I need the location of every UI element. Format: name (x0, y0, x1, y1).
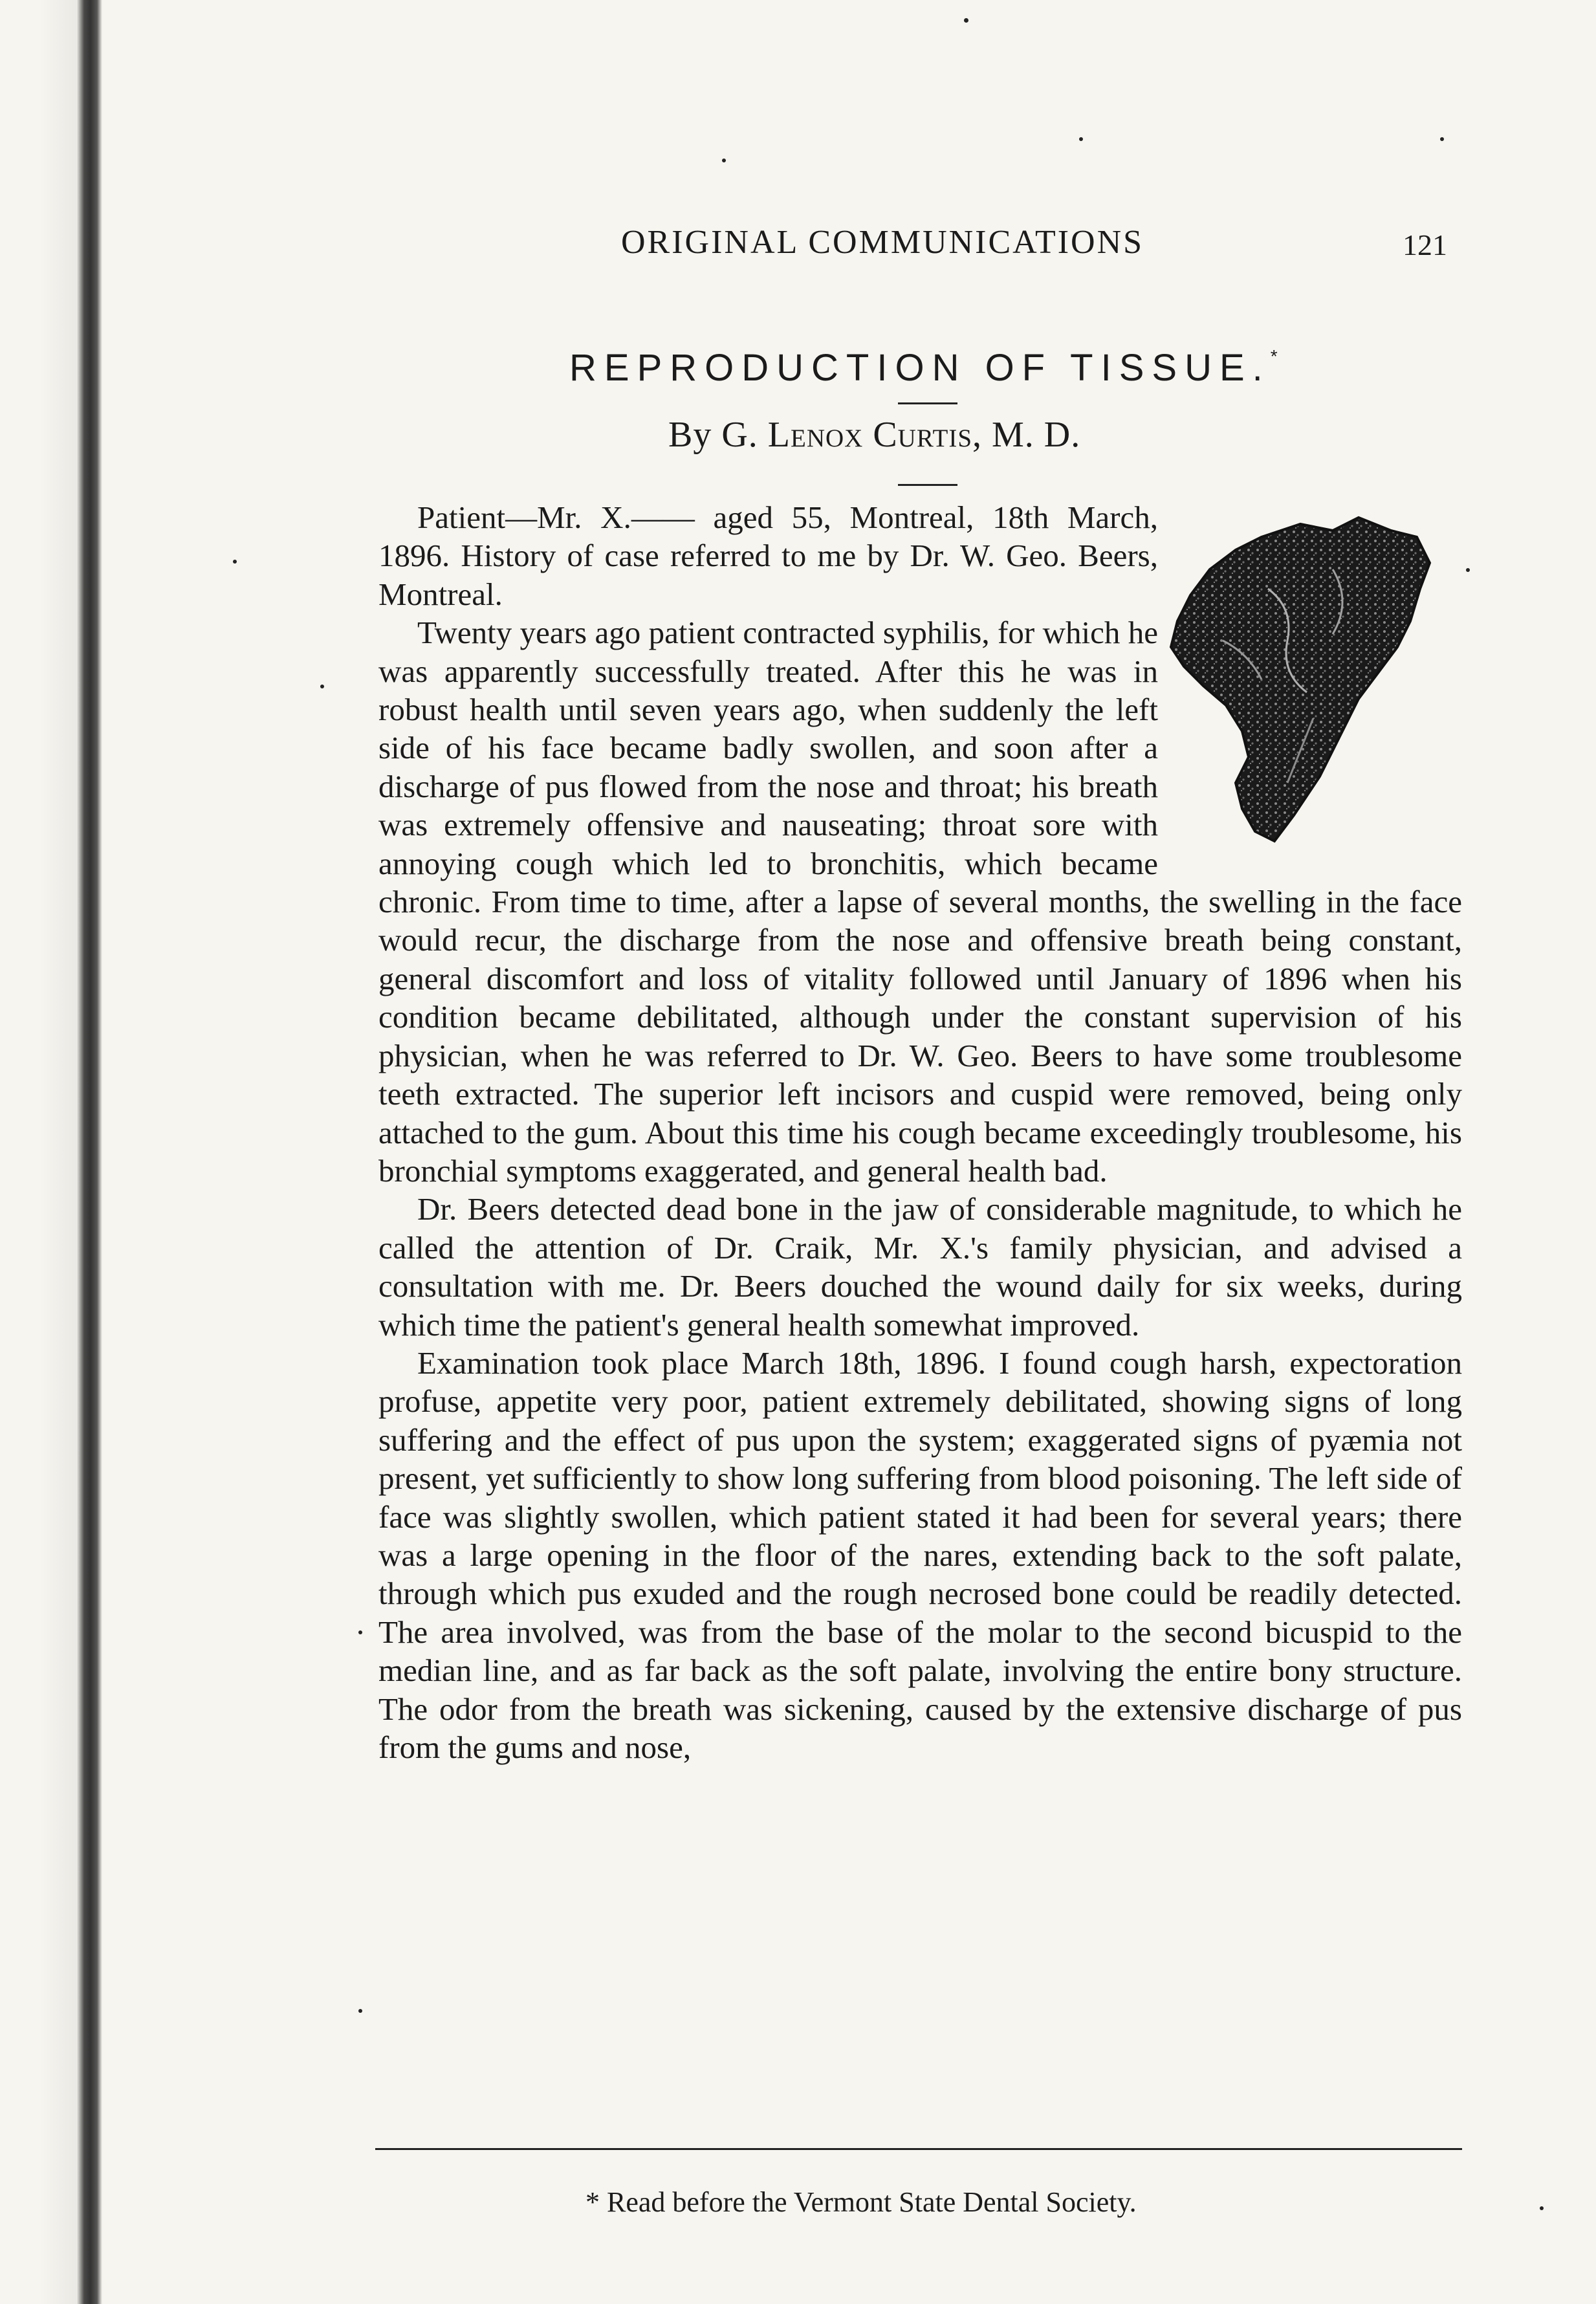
page-speck (1440, 137, 1444, 141)
paragraph: Examination took place March 18th, 1896. I found cough harsh, expectoration profuse, appetite very poor, patient extremely debilitated, showing signs of long suffering and the effect of pus upon the system; exaggerated signs of pyæmia not present, yet sufficiently to show long suffering from blood poisoning. The left side of face was slightly swollen, which patient stated it had been for several years; there was a large opening in the floor of the nares, extending back to the soft palate, through which pus exuded and the rough necrosed bone could be readily detected. The area involved, was from the base of the molar to the second bicuspid to the median line, and as far back as the soft palate, involving the entire bony structure. The odor from the breath was sickening, caused by the extensive discharge of pus from the gums and nose, (378, 1344, 1462, 1765)
page-speck (1466, 568, 1470, 572)
byline-author-name: Lenox Curtis, (767, 415, 983, 455)
title-rule (898, 402, 957, 404)
article-title (569, 346, 1278, 389)
byline-degree: M. D. (992, 415, 1081, 455)
footnote-rule (375, 2148, 1462, 2150)
page-gutter-shadow (39, 0, 78, 2304)
footnote-mark: * (585, 2186, 600, 2218)
paragraph: Dr. Beers detected dead bone in the jaw of considerable magnitude, to which he called the attention of Dr. Craik, Mr. X.'s family physician, and advised a consultation with me. Dr. Beers douched the wound daily for six weeks, during which time the patient's general health somewhat improved. (378, 1191, 1462, 1343)
page-speck (320, 685, 324, 688)
page-speck (1540, 2206, 1544, 2210)
book-binding-edge (76, 0, 102, 2304)
paragraph: Twenty years ago patient contracted syphilis, for which he was apparently successfully treated. After this he was in robust health until seven years ago, when suddenly the left side of his face became badly swollen, and soon after a discharge of pus flowed from the nose and throat; his breath was extremely offensive and nauseating; throat sore with annoying cough which led to bronchitis, which became chronic. From time to time, after a lapse of several months, the swelling in the face would recur, the discharge from the nose and offensive breath being constant, general discomfort and loss of vitality followed until January of 1896 when his condition became debilitated, although under the constant supervision of his physician, when he was referred to Dr. W. Geo. Beers to have some troublesome teeth extracted. The superior left incisors and cuspid were removed, being only attached to the gum. About this time his cough became exceedingly troublesome, his bronchial symptoms exaggerated, and general health bad. (378, 615, 1462, 1189)
page-speck (1079, 137, 1083, 141)
footnote-text: Read before the Vermont State Dental Society. (607, 2186, 1137, 2218)
page-speck (233, 560, 237, 564)
page-speck (964, 18, 968, 23)
article-body (378, 498, 1462, 1766)
byline-prefix: By G. (668, 415, 758, 455)
paragraph: Patient—Mr. X.—— aged 55, Montreal, 18th March, 1896. History of case referred to me by Dr. W. Geo. Beers, Montreal. (378, 499, 1158, 612)
figure-space (1158, 498, 1462, 877)
page-number: 121 (1403, 228, 1447, 261)
article-title-text: REPRODUCTION OF TISSUE. (569, 347, 1271, 389)
byline-rule (898, 484, 957, 486)
running-head: ORIGINAL COMMUNICATIONS (621, 224, 1144, 261)
page-speck (358, 2009, 362, 2013)
page-speck (722, 159, 726, 162)
byline (668, 414, 1080, 455)
page-speck (358, 1630, 362, 1634)
title-footnote-mark: * (1270, 346, 1278, 366)
footnote (585, 2186, 1137, 2219)
